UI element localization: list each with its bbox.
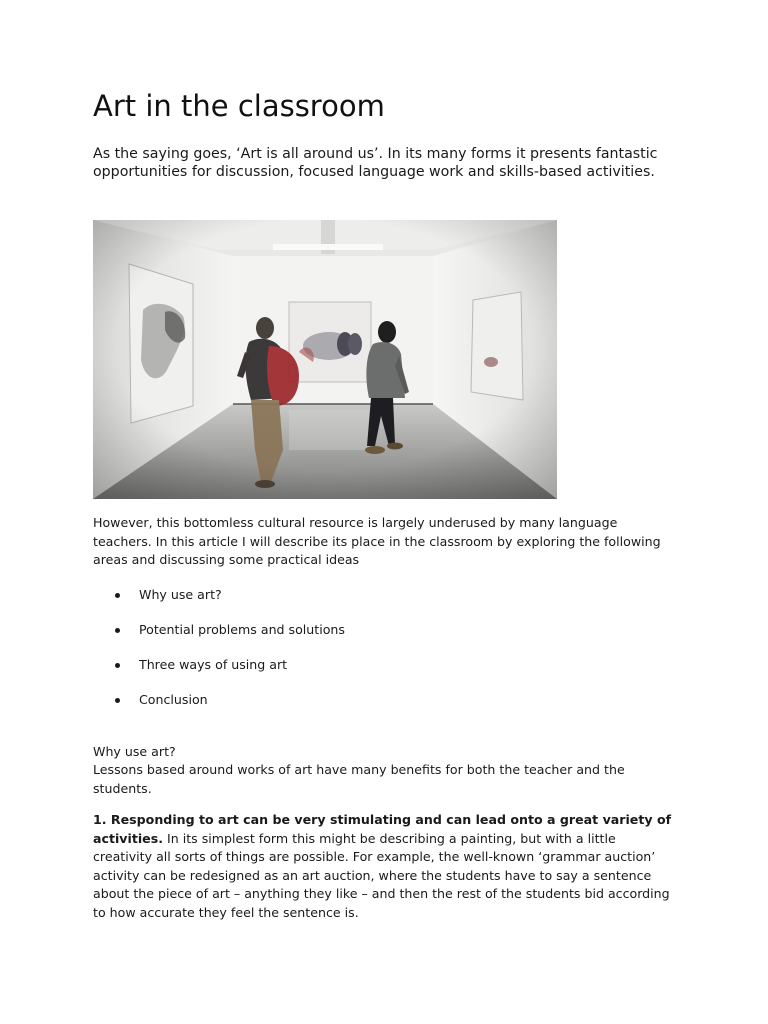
list-item: [93, 691, 345, 726]
bullet-icon: [115, 628, 120, 633]
list-item-text: Potential problems and solutions: [139, 622, 345, 637]
list-item: [93, 586, 345, 621]
point-one-text: In its simplest form this might be describing a painting, but with a little creativity all sorts of things are possible. For example, the well-known ‘grammar auction’ activity can be redesigned as an art auction, where the students have to say a sentence about the piece of art – anything they like – and then the rest of the students bid according to how accurate they feel the sentence is.: [93, 830, 670, 920]
gallery-photo: [93, 220, 557, 499]
topics-list: [93, 586, 345, 726]
intro-paragraph: As the saying goes, ‘Art is all around us’. In its many forms it presents fantastic opportunities for discussion, focused language work and skills-based activities.: [93, 146, 658, 180]
bullet-icon: [115, 698, 120, 703]
point-one-paragraph: [93, 811, 678, 922]
list-item-text: Why use art?: [139, 587, 222, 602]
overview-paragraph: However, this bottomless cultural resource is largely underused by many language teachers. In this article I will describe its place in the classroom by exploring the following areas and discussing some practical ideas: [93, 515, 661, 567]
bullet-icon: [115, 593, 120, 598]
list-item-text: Three ways of using art: [139, 657, 288, 672]
section-heading: Why use art?: [93, 744, 176, 759]
point-one-heading: 1. Responding to art can be very stimulating and can lead onto a great variety of activities.: [93, 812, 672, 846]
bullet-icon: [115, 663, 120, 668]
list-item: [93, 621, 345, 656]
list-item: [93, 656, 345, 691]
article-title: Art in the classroom: [93, 89, 385, 123]
section-lead-paragraph: Lessons based around works of art have many benefits for both the teacher and the students.: [93, 762, 625, 796]
list-item-text: Conclusion: [139, 692, 208, 707]
